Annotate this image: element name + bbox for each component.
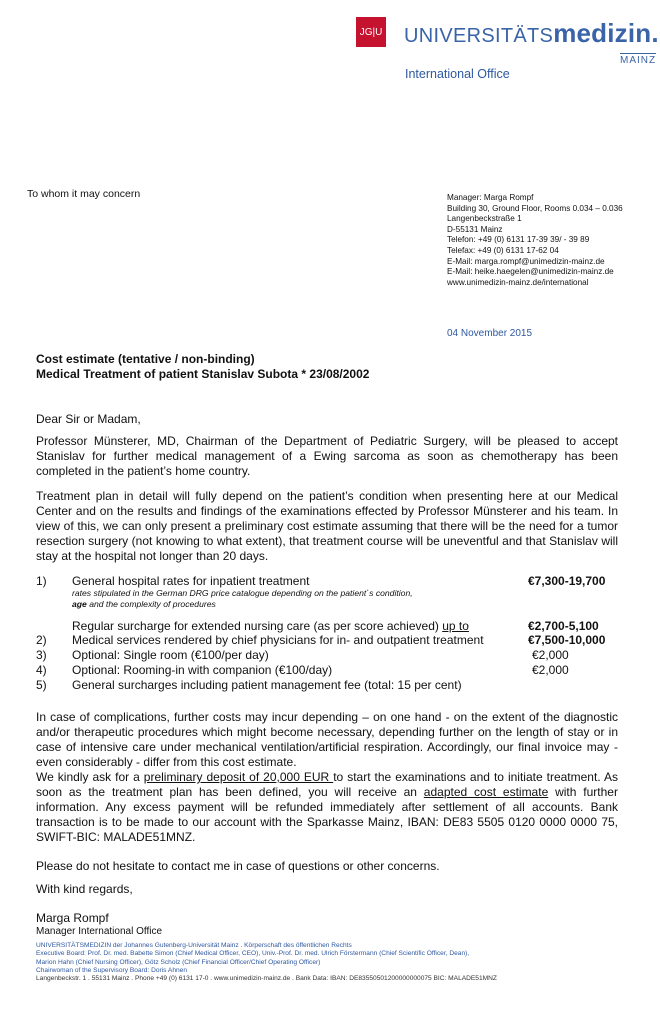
paragraph-5: Please do not hesitate to contact me in case of questions or other concerns. xyxy=(36,859,440,873)
p4-text-b: to start the examinations and to initiate treatment. As soon as the treatment plan has been defined, you will receive an xyxy=(36,770,618,799)
contact-line: Telefax: +49 (0) 6131 17-62 04 xyxy=(447,245,559,255)
university-logo-wordmark xyxy=(404,18,659,49)
footer-line: Marion Hahn (Chief Nursing Officer), Götz Scholz (Chief Financial Officer/Chief Operating Officer) xyxy=(36,958,321,966)
item-number: 2) xyxy=(36,633,47,647)
logo-word-bold: medizin. xyxy=(553,18,659,48)
contact-email-link[interactable]: E-Mail: marga.rompf@unimedizin-mainz.de xyxy=(447,256,605,266)
item-amount: €2,000 xyxy=(532,648,569,662)
signatory-title: Manager International Office xyxy=(36,926,163,937)
note-line-2 xyxy=(72,599,413,610)
contact-block xyxy=(447,193,623,288)
footer-line: Chairwoman of the Supervisory Board: Doris Ahnen xyxy=(36,966,187,974)
surcharge-text: Regular surcharge for extended nursing care (as per score achieved) xyxy=(72,619,443,633)
paragraph-2: Treatment plan in detail will fully depend on the patient’s condition when presenting here at our Medical Center and on the results and findings of the examinations effected by Professor Münsterer and his team. In view of this, we can only present a preliminary cost estimate assuming that there will be the need for a tumor resection surgery (not knowing to what extent), that treatment course will be uneventful and that Stanislav will stay at the hospital not longer than 20 days. xyxy=(36,489,618,563)
item-amount: €7,300-19,700 xyxy=(528,574,606,588)
university-logo-mark: JG|U xyxy=(356,17,386,47)
item-description: General hospital rates for inpatient treatment xyxy=(72,574,310,588)
p4-text-a: We kindly ask for a xyxy=(36,770,144,784)
item-description: General surcharges including patient management fee (total: 15 per cent) xyxy=(72,678,462,692)
item-description: Optional: Single room (€100/per day) xyxy=(72,648,269,662)
paragraph-3: In case of complications, further costs may incur depending – on one hand - on the extent of the diagnostic and/or therapeutic procedures which might become necessary, depending further on the length of stay or in case of intensive care under mechanical ventilation/artificial respiration. Accordingly, our final invoice may - even considerably - differ from this cost estimate. xyxy=(36,710,618,769)
item-number: 4) xyxy=(36,663,47,677)
subject-line-1: Cost estimate (tentative / non-binding) xyxy=(36,352,255,366)
contact-line: Langenbeckstraße 1 xyxy=(447,214,522,224)
surcharge-up-to: up to xyxy=(442,619,469,633)
note-emphasis: age xyxy=(72,599,87,609)
item-description: Optional: Rooming-in with companion (€100/day) xyxy=(72,663,333,677)
logo-city: MAINZ xyxy=(620,55,657,66)
logo-word-light: UNIVERSITÄTS xyxy=(404,25,554,47)
footer-line: Langenbeckstr. 1 . 55131 Mainz . Phone +49 (0) 6131 17-0 . www.unimedizin-mainz.de . Bank Data: IBAN: DE83550501200000000075 BIC: MALADE51MNZ xyxy=(36,975,497,983)
letter-footer xyxy=(36,942,497,983)
contact-website-link[interactable]: www.unimedizin-mainz.de/international xyxy=(447,277,589,287)
recipient-line: To whom it may concern xyxy=(27,188,141,200)
item-number: 3) xyxy=(36,648,47,662)
contact-line: Building 30, Ground Floor, Rooms 0.034 – 0.036 xyxy=(447,203,623,213)
letter-date: 04 November 2015 xyxy=(447,328,533,339)
item-amount: €2,000 xyxy=(532,663,569,677)
subject-line-2: Medical Treatment of patient Stanislav Subota * 23/08/2002 xyxy=(36,367,370,381)
paragraph-4 xyxy=(36,770,618,845)
item-amount: €2,700-5,100 xyxy=(528,619,599,633)
cost-item-1-note xyxy=(72,588,413,610)
closing: With kind regards, xyxy=(36,882,133,896)
signatory-name: Marga Rompf xyxy=(36,911,109,925)
item-amount: €7,500-10,000 xyxy=(528,633,606,647)
note-line-1: rates stipulated in the German DRG price catalogue depending on the patient`s condition, xyxy=(72,588,413,598)
department-name: International Office xyxy=(405,67,510,81)
contact-line: D-55131 Mainz xyxy=(447,224,503,234)
deposit-amount: preliminary deposit of 20,000 EUR xyxy=(143,770,334,784)
contact-line: Manager: Marga Rompf xyxy=(447,193,534,202)
item-description xyxy=(72,619,469,634)
adapted-estimate: adapted cost estimate xyxy=(423,785,549,799)
item-description: Medical services rendered by chief physicians for in- and outpatient treatment xyxy=(72,633,484,647)
letter-subject xyxy=(36,352,369,382)
footer-line: Executive Board: Prof. Dr. med. Babette Simon (Chief Medical Officer, CEO), Univ.-Prof. Dr. med. Ulrich Förstermann (Chief Scientific Officer, Dean), xyxy=(36,950,470,958)
p4-text-c: with further information. Any excess payment will be refunded immediately after settlement of all accounts. Bank transaction is to be made to our account with the Sparkasse Mainz, IBAN: DE83 5505 0120 0000 0000 75, SWIFT-BIC: MALADE51MNZ. xyxy=(36,785,618,844)
greeting: Dear Sir or Madam, xyxy=(36,412,141,426)
footer-line: UNIVERSITÄTSMEDIZIN der Johannes Gutenberg-Universität Mainz . Körperschaft des öffentlichen Rechts xyxy=(36,942,352,949)
contact-line: Telefon: +49 (0) 6131 17-39 39/ - 39 89 xyxy=(447,235,590,245)
contact-email-link[interactable]: E-Mail: heike.haegelen@unimedizin-mainz.de xyxy=(447,267,614,277)
note-line-2-text: and the complexity of procedures xyxy=(86,599,216,609)
paragraph-1: Professor Münsterer, MD, Chairman of the Department of Pediatric Surgery, will be pleased to accept Stanislav for further medical management of a Ewing sarcoma as soon as chemotherapy has been completed in the patient’s home country. xyxy=(36,434,618,478)
item-number: 5) xyxy=(36,678,47,692)
item-number: 1) xyxy=(36,574,47,588)
